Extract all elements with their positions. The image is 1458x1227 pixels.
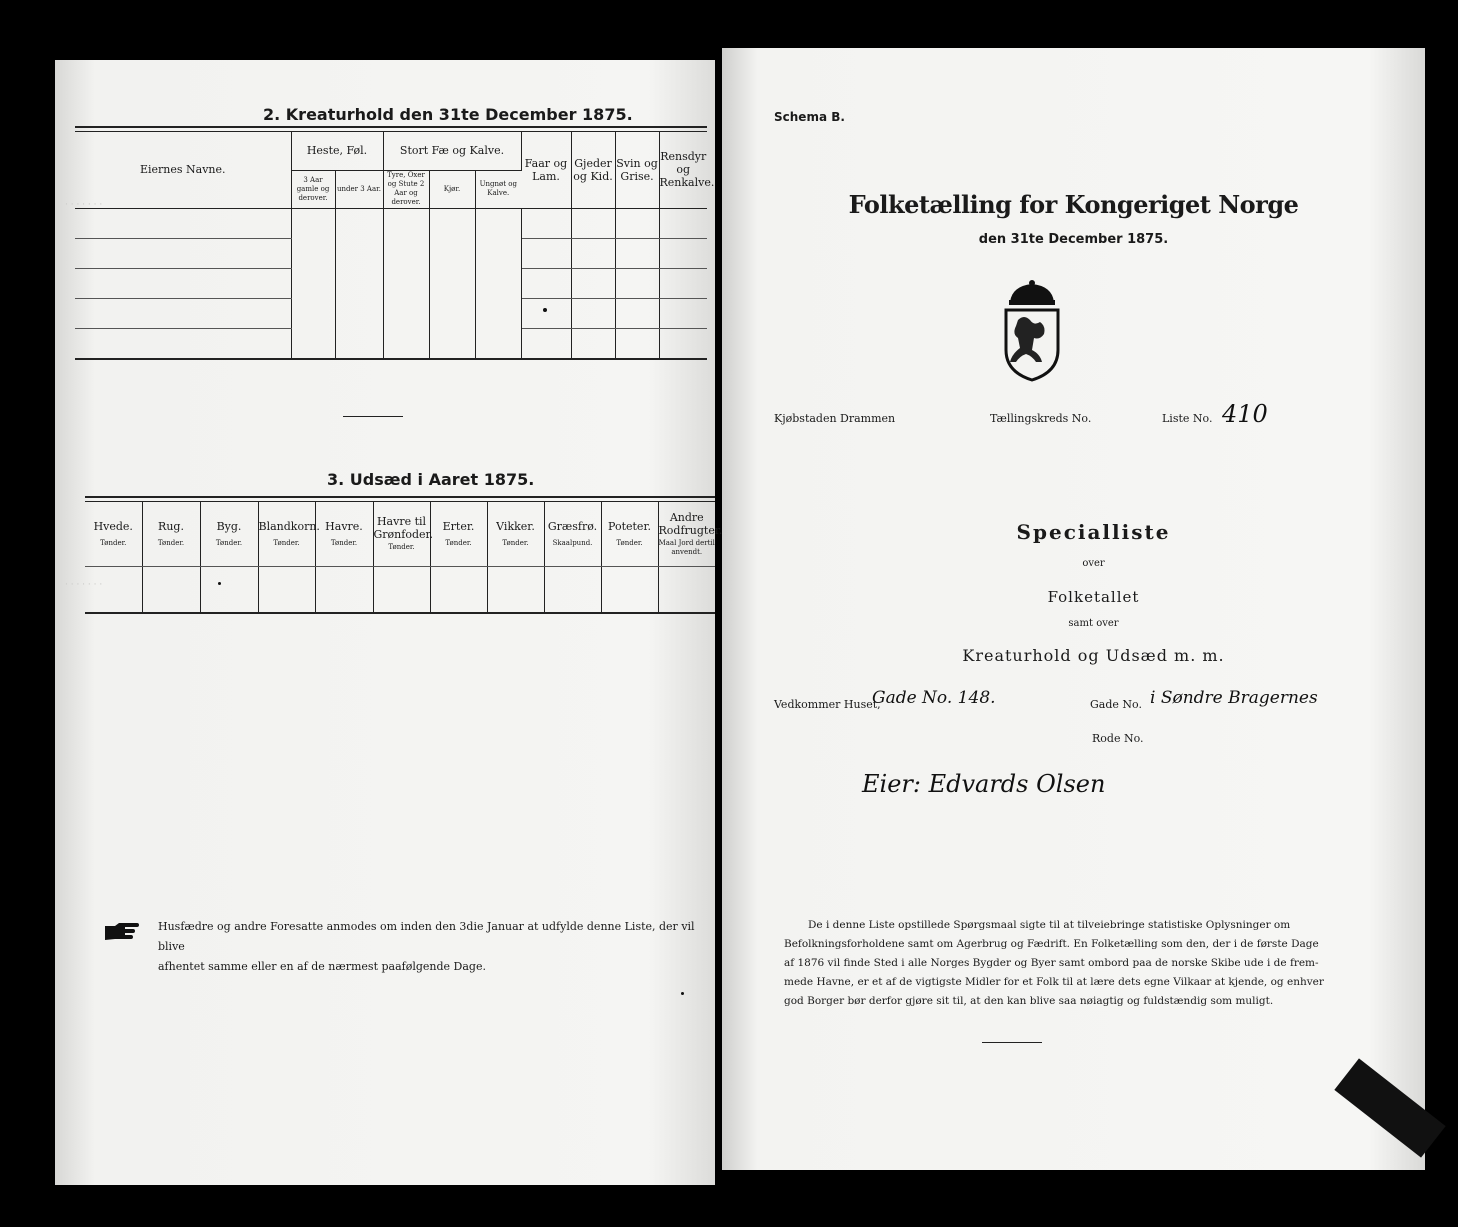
notice-line: Husfædre og andre Foresatte anmodes om inden den 3die Januar at udfylde denne Liste, der vil blive bbox=[158, 920, 695, 953]
table-cell bbox=[615, 298, 659, 328]
table-cell bbox=[75, 328, 291, 358]
specialliste-heading: Specialliste bbox=[1016, 520, 1171, 544]
seed-col-byg bbox=[200, 502, 258, 566]
paragraph-line: mede Havne, er et af de vigtigste Midler for et Folk til at lære dets egne Vilkaar at kjende, og enhver bbox=[784, 976, 1324, 988]
seed-title: 3. Udsæd i Aaret 1875. bbox=[327, 470, 535, 489]
bleed-through-text: · · · · · · · bbox=[65, 200, 103, 210]
table-cell bbox=[429, 328, 475, 358]
table-cell bbox=[544, 566, 601, 612]
table-cell bbox=[615, 328, 659, 358]
table-cell bbox=[475, 208, 521, 238]
coat-of-arms-icon bbox=[1000, 280, 1064, 384]
table-cell bbox=[659, 208, 707, 238]
table-cell bbox=[429, 208, 475, 238]
table-cell bbox=[429, 238, 475, 268]
cattle-header: Stort Fæ og Kalve. bbox=[383, 132, 521, 170]
liste-number-handwritten: 410 bbox=[1222, 400, 1268, 428]
tellingskreds-label: Tællingskreds No. bbox=[990, 412, 1092, 425]
table-cell bbox=[475, 238, 521, 268]
table-cell bbox=[291, 328, 335, 358]
seed-name: Havre til Grønfoder. bbox=[373, 515, 434, 542]
bleed-through-text: · · · · · · · bbox=[65, 580, 103, 590]
ink-dot bbox=[681, 992, 684, 995]
table-top-rule bbox=[75, 126, 707, 128]
table-cell bbox=[335, 208, 383, 238]
seed-name: Vikker. bbox=[496, 519, 535, 533]
table-cell bbox=[373, 566, 430, 612]
table-cell bbox=[571, 208, 615, 238]
seed-unit: Tønder. bbox=[445, 538, 472, 547]
table-cell bbox=[571, 328, 615, 358]
owner-name-header: Eiernes Navne. bbox=[75, 132, 291, 208]
table-cell bbox=[521, 208, 571, 238]
table-cell bbox=[475, 268, 521, 298]
table-cell bbox=[487, 566, 544, 612]
livestock-title: 2. Kreaturhold den 31te December 1875. bbox=[263, 105, 633, 124]
seed-col-rug bbox=[142, 502, 200, 566]
table-cell bbox=[429, 298, 475, 328]
owner-handwritten: Eier: Edvards Olsen bbox=[862, 770, 1106, 798]
vedkommer-label: Vedkommer Huset, bbox=[774, 698, 881, 711]
seed-name: Poteter. bbox=[608, 519, 651, 533]
street-handwritten: Gade No. 148. bbox=[872, 688, 996, 708]
kreaturhold-text: Kreaturhold og Udsæd m. m. bbox=[962, 646, 1225, 665]
seed-unit: Tønder. bbox=[100, 538, 127, 547]
census-date: den 31te December 1875. bbox=[978, 232, 1169, 247]
bulls-header: Tyre, Oxer og Stute 2 Aar og derover. bbox=[383, 170, 429, 208]
table-bottom-rule bbox=[75, 358, 707, 360]
sheep-header: Faar og Lam. bbox=[521, 132, 571, 208]
table-cell bbox=[521, 268, 571, 298]
seed-col-erter bbox=[430, 502, 487, 566]
horses-under3-header: under 3 Aar. bbox=[335, 170, 383, 208]
table-cell bbox=[75, 298, 291, 328]
right-page bbox=[722, 48, 1425, 1170]
ink-dot bbox=[218, 582, 221, 585]
seed-unit: Tønder. bbox=[330, 538, 358, 547]
over-text: over bbox=[1082, 558, 1105, 569]
seed-name: Hvede. bbox=[93, 519, 133, 533]
table-cell bbox=[430, 566, 487, 612]
table-cell bbox=[335, 268, 383, 298]
samt-over-text: samt over bbox=[1068, 618, 1119, 629]
folketallet-text: Folketallet bbox=[1047, 588, 1140, 606]
table-cell bbox=[659, 328, 707, 358]
paragraph-line: af 1876 vil finde Sted i alle Norges Bygder og Byer samt ombord paa de norske Skibe ude i de frem- bbox=[784, 957, 1319, 969]
table-cell bbox=[200, 566, 258, 612]
table-cell bbox=[521, 298, 571, 328]
seed-unit: Tønder. bbox=[388, 543, 415, 552]
goats-header: Gjeder og Kid. bbox=[571, 132, 615, 208]
table-cell bbox=[571, 298, 615, 328]
seed-name: Byg. bbox=[216, 519, 242, 533]
table-cell bbox=[383, 208, 429, 238]
table-cell bbox=[383, 238, 429, 268]
table-cell bbox=[75, 268, 291, 298]
table-cell bbox=[601, 566, 658, 612]
left-page bbox=[55, 60, 723, 1185]
seed-col-graesfro bbox=[544, 502, 601, 566]
seed-name: Blandkorn. bbox=[258, 519, 320, 533]
table-cell bbox=[521, 328, 571, 358]
reindeer-header: Rensdyr og Renkalve. bbox=[659, 132, 707, 208]
pointing-hand-icon bbox=[103, 920, 143, 942]
info-paragraph bbox=[784, 916, 1384, 1011]
seed-unit: Maal Jord dertil anvendt. bbox=[658, 538, 715, 556]
seed-name: Havre. bbox=[325, 519, 363, 533]
table-cell bbox=[659, 268, 707, 298]
table-cell bbox=[258, 566, 315, 612]
table-cell bbox=[615, 208, 659, 238]
calves-header: Ungnøt og Kalve. bbox=[475, 170, 521, 208]
table-cell bbox=[85, 566, 142, 612]
table-cell bbox=[315, 566, 373, 612]
paragraph-line: god Borger bør derfor gjøre sit til, at den kan blive saa nøiagtig og fuldstændig som muligt. bbox=[784, 995, 1274, 1007]
closing-divider bbox=[982, 1042, 1042, 1043]
table-cell bbox=[383, 328, 429, 358]
pigs-header: Svin og Grise. bbox=[615, 132, 659, 208]
table-cell bbox=[291, 298, 335, 328]
livestock-table bbox=[75, 132, 715, 358]
seed-unit: Tønder. bbox=[616, 538, 643, 547]
seed-col-andre-rodfrugter bbox=[658, 502, 723, 566]
table-cell bbox=[335, 238, 383, 268]
census-title: Folketælling for Kongeriget Norge bbox=[848, 190, 1299, 219]
seed-unit: Tønder. bbox=[157, 538, 185, 547]
table-cell bbox=[429, 268, 475, 298]
seed-unit: Skaalpund. bbox=[552, 538, 593, 547]
paragraph-line: De i denne Liste opstillede Spørgsmaal sigte til at tilveiebringe statistiske Oplysninger om bbox=[808, 919, 1291, 931]
notice-text bbox=[158, 917, 718, 977]
seed-name: Rug. bbox=[158, 519, 184, 533]
table-cell bbox=[142, 566, 200, 612]
table-cell bbox=[291, 208, 335, 238]
cows-header: Kjør. bbox=[429, 170, 475, 208]
table-cell bbox=[521, 238, 571, 268]
seed-col-vikker bbox=[487, 502, 544, 566]
seed-table bbox=[85, 502, 723, 612]
seed-unit: Tønder. bbox=[215, 538, 243, 547]
liste-label: Liste No. bbox=[1162, 412, 1213, 425]
paragraph-line: Befolkningsforholdene samt om Agerbrug og Fædrift. En Folketælling som den, der i de første Dage bbox=[784, 938, 1319, 950]
table-cell bbox=[475, 328, 521, 358]
horses-header: Heste, Føl. bbox=[291, 132, 383, 170]
table-cell bbox=[291, 268, 335, 298]
table-cell bbox=[75, 238, 291, 268]
table-cell bbox=[75, 208, 291, 238]
kjobstad-label: Kjøbstaden Drammen bbox=[774, 412, 896, 425]
notice-line: afhentet samme eller en af de nærmest paafølgende Dage. bbox=[158, 960, 486, 973]
table-cell bbox=[571, 268, 615, 298]
seed-col-havre bbox=[315, 502, 373, 566]
table-cell bbox=[335, 298, 383, 328]
seed-col-blandkorn bbox=[258, 502, 320, 566]
table-cell bbox=[615, 238, 659, 268]
table-cell bbox=[615, 268, 659, 298]
table-cell bbox=[475, 298, 521, 328]
seed-name: Erter. bbox=[442, 519, 475, 533]
schema-label: Schema B. bbox=[774, 110, 845, 124]
seed-name: Andre Rodfrugter. bbox=[658, 510, 723, 537]
table-cell bbox=[383, 298, 429, 328]
seed-unit: Tønder. bbox=[273, 538, 300, 547]
table-cell bbox=[658, 566, 715, 612]
horses-3yr-header: 3 Aar gamle og derover. bbox=[291, 170, 335, 208]
ink-dot bbox=[543, 308, 547, 312]
table-cell bbox=[383, 268, 429, 298]
table-cell bbox=[659, 298, 707, 328]
seed-col-hvede bbox=[85, 502, 142, 566]
section-divider bbox=[343, 416, 403, 417]
seed-table-bottom-rule bbox=[85, 612, 715, 614]
table-cell bbox=[659, 238, 707, 268]
rode-label: Rode No. bbox=[1092, 732, 1144, 745]
district-handwritten: i Søndre Bragernes bbox=[1150, 688, 1318, 708]
table-cell bbox=[291, 238, 335, 268]
seed-col-havre-gronfoder bbox=[373, 502, 434, 566]
table-cell bbox=[571, 238, 615, 268]
seed-col-poteter bbox=[601, 502, 658, 566]
gade-label: Gade No. bbox=[1090, 698, 1142, 711]
seed-unit: Tønder. bbox=[502, 538, 529, 547]
seed-table-top-rule bbox=[85, 496, 715, 498]
seed-name: Græsfrø. bbox=[547, 519, 598, 533]
table-cell bbox=[335, 328, 383, 358]
